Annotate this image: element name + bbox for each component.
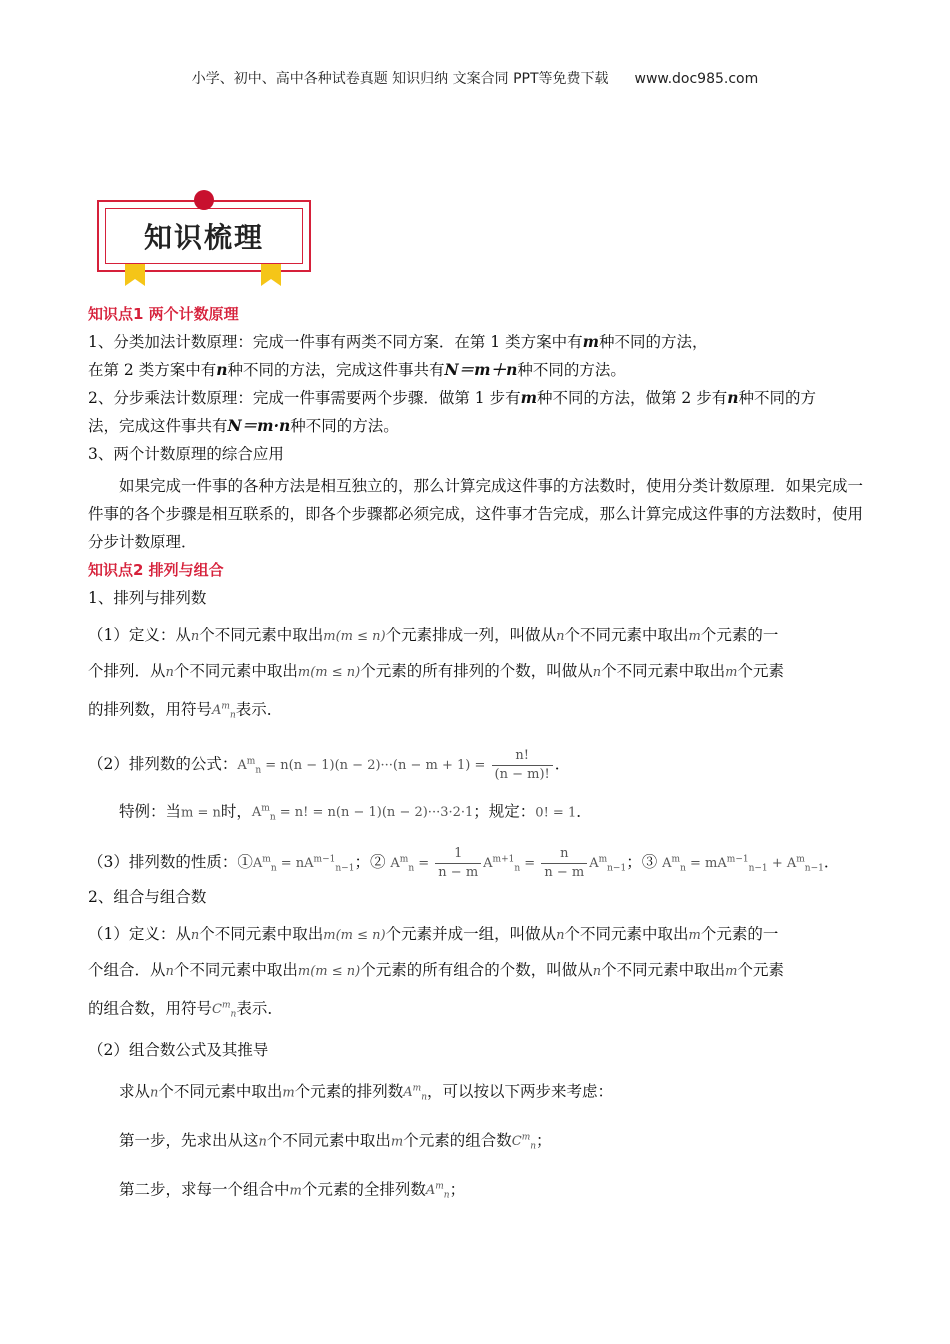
- document-body: [88, 300, 866, 1213]
- comb-step0: 求从n个不同元素中取出m个元素的排列数$A^m_n$，可以按以下两步来考虑：: [119, 1082, 613, 1103]
- kp1-line5: 3、两个计数原理的综合应用: [88, 445, 284, 463]
- perm-properties: （3）排列数的性质：$①A^m_n = nA^{m-1}_{n-1}$；② $A^m_n$ = $\frac{1}{n - m}$ $A^{m+1}_n$ = $\frac{n}{n - m}$ $A^m_{n-1}$；③ $A^m_n = mA^{m-1}_{n-1} + A^m_{n-1}$．: [88, 846, 840, 881]
- kp2-title: 知识点2 排列与组合: [88, 561, 224, 579]
- perm-special: 特例：当m = n时，$A^m_n = n$! = n(n − 1)(n − 2)···3·2·1；规定：0! = 1．: [119, 801, 592, 823]
- perm-formula: （2）排列数的公式：$A^m_n = n(n - 1)(n - 2)\cdot\cdot\cdot(n - m + 1)$ = $\frac{n!}{(n - m)!}$ ．: [88, 747, 571, 782]
- kp1-paragraph: 如果完成一件事的各种方法是相互独立的，那么计算完成这件事的方法数时，使用分类计数原理．如果完成一件事的各个步骤是相互联系的，即各个步骤都必须完成，这件事才告完成，那么计算完成这件事的方法数时，使用分步计数原理．: [88, 477, 864, 551]
- section-banner: [97, 190, 311, 286]
- comb-formula-title: （2）组合数公式及其推导: [88, 1040, 269, 1059]
- header-url[interactable]: www.doc985.com: [634, 71, 759, 87]
- kp2-section2: 2、组合与组合数: [88, 888, 207, 907]
- comb-definition: （1）定义：从n个不同元素中取出m(m ≤ n)个元素并成一组，叫做从n个不同元素中取出m个元素的一 个组合．从n个不同元素中取出m(m ≤ n)个元素的所有组合的个数，叫做从n个不同元素中取出m个元素 的组合数，用符号$C^m_n$表示．: [88, 925, 784, 1020]
- page-header: [0, 68, 950, 88]
- kp1-line3: 2、分步乘法计数原理：完成一件事需要两个步骤．做第 1 步有m种不同的方法，做第 2 步有n种不同的方: [88, 388, 817, 407]
- comb-step1: 第一步，先求出从这n个不同元素中取出m个元素的组合数$C^m_n$；: [119, 1131, 552, 1152]
- kp2-section1: 1、排列与排列数: [88, 589, 207, 607]
- perm-definition: （1）定义：从n个不同元素中取出m(m ≤ n)个元素排成一列，叫做从n个不同元素中取出m个元素的一 个排列．从n个不同元素中取出m(m ≤ n)个元素的所有排列的个数，叫做从n个不同元素中取出m个元素 的排列数，用符号$A^m_n$表示．: [88, 626, 784, 721]
- kp1-title: 知识点1 两个计数原理: [88, 305, 239, 323]
- banner-title: 知识梳理: [143, 221, 264, 254]
- kp1-line2: 在第 2 类方案中有n种不同的方法，完成这件事共有N＝m＋n种不同的方法。: [88, 360, 626, 379]
- pin-icon: [194, 190, 214, 210]
- ribbon-left-icon: [125, 264, 145, 286]
- kp1-line4: 法，完成这件事共有N＝m·n种不同的方法。: [88, 416, 399, 435]
- header-text: 小学、初中、高中各种试卷真题 知识归纳 文案合同 PPT等免费下载: [191, 71, 609, 87]
- comb-step2: 第二步，求每一个组合中m个元素的全排列数$A^m_n$；: [119, 1180, 466, 1201]
- kp1-line1: 1、分类加法计数原理：完成一件事有两类不同方案．在第 1 类方案中有m种不同的方法，: [88, 332, 708, 351]
- ribbon-right-icon: [261, 264, 281, 286]
